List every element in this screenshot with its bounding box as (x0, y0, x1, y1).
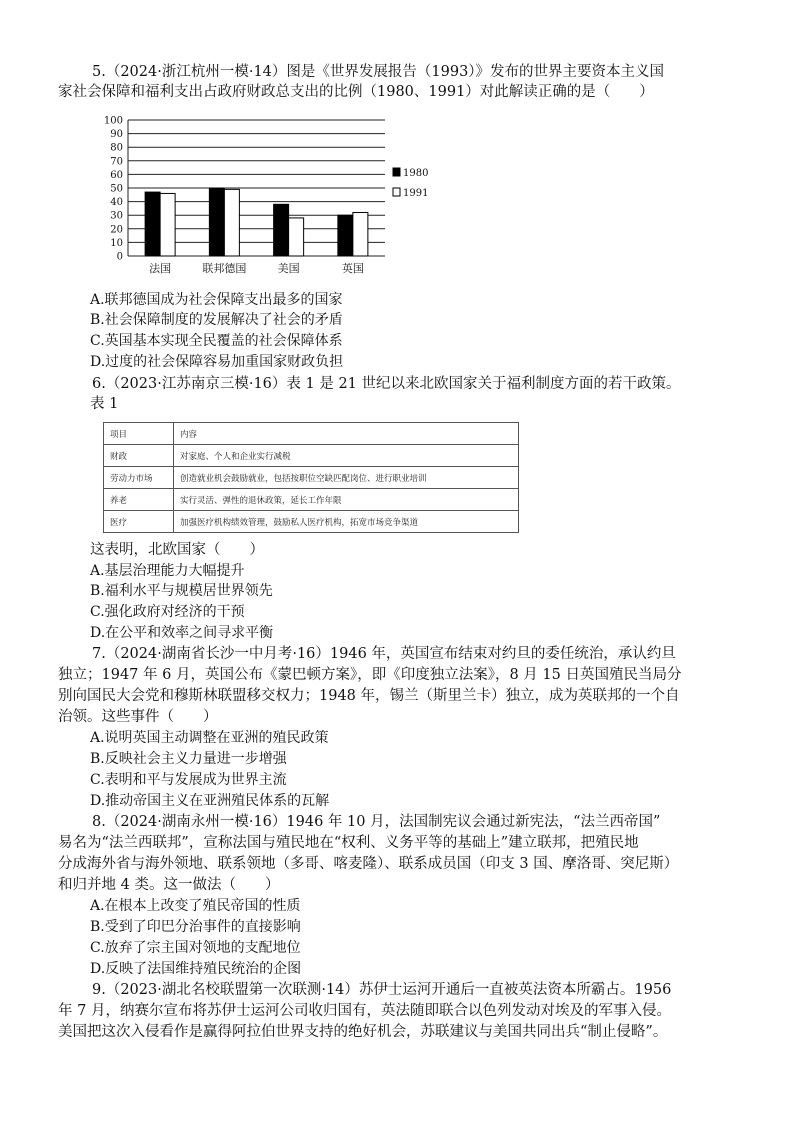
legend-swatch-1980 (393, 168, 400, 176)
q9-line3: 美国把这次入侵看作是赢得阿拉伯世界支持的绝好机会，苏联建议与美国共同出兵“制止侵略”。 (58, 1024, 668, 1040)
bar-1991-3 (353, 212, 368, 256)
q5-stem-line1: 5.（2024·浙江杭州一模·14）图是《世界发展报告（1993）》发布的世界主要资本主义国 (92, 64, 665, 80)
table-row (104, 511, 519, 533)
y-tick-label: 0 (116, 251, 123, 263)
q8-line1: 8.（2024·湖南永州一模·16）1946 年 10 月，法国制宪议会通过新宪法，“法兰西帝国” (92, 814, 661, 830)
q8-line4: 和归并地 4 类。这一做法（ ） (58, 877, 280, 893)
table-header-row (104, 423, 519, 445)
q8-option-c: C.放弃了宗主国对领地的支配地位 (90, 940, 301, 956)
table-cell: 财政 (104, 445, 174, 467)
q7-line1: 7.（2024·湖南省长沙一中月考·16）1946 年，英国宣布结束对约旦的委任统治，承认约旦 (92, 646, 676, 662)
table-cell: 劳动力市场 (104, 467, 174, 489)
q8-option-a: A.在根本上改变了殖民帝国的性质 (90, 898, 301, 914)
q7-line2: 独立；1947 年 6 月，英国公布《蒙巴顿方案》，即《印度独立法案》，8 月 15 日英国殖民当局分 (58, 667, 682, 683)
q5-bar-chart (100, 110, 440, 282)
y-tick-label: 80 (110, 142, 123, 154)
bar-1980-3 (338, 215, 353, 256)
q6-conclusion: 这表明，北欧国家（ ） (90, 542, 264, 558)
q5-option-b: B.社会保障制度的发展解决了社会的矛盾 (90, 312, 343, 328)
y-tick-label: 60 (110, 169, 123, 181)
q5-option-a: A.联邦德国成为社会保障支出最多的国家 (90, 292, 343, 308)
q8-line3: 分成海外省与海外领地、联系领地（多哥、喀麦隆）、联系成员国（印支 3 国、摩洛哥、突尼斯） (58, 856, 679, 872)
legend-label: 1980 (403, 168, 429, 179)
q6-option-a: A.基层治理能力大幅提升 (90, 563, 245, 579)
q5-stem-line2: 家社会保障和福利支出占政府财政总支出的比例（1980、1991）对此解读正确的是（ ） (58, 84, 654, 100)
bar-1991-1 (224, 189, 239, 256)
bar-1980-1 (209, 188, 224, 256)
table-row (104, 467, 519, 489)
table-cell: 对家庭、个人和企业实行减税 (174, 445, 519, 467)
y-tick-label: 70 (110, 156, 123, 168)
q7-line4: 治领。这些事件（ ） (58, 709, 218, 725)
q9-line2: 年 7 月，纳赛尔宣布将苏伊士运河公司收归国有，英法随即联合以色列发动对埃及的军事入侵。 (58, 1003, 671, 1019)
x-tick-label: 英国 (341, 262, 364, 275)
legend-label: 1991 (403, 188, 429, 199)
table-cell: 医疗 (104, 511, 174, 533)
y-tick-label: 30 (110, 210, 123, 222)
y-tick-label: 100 (103, 115, 123, 127)
q9-line1: 9.（2023·湖北名校联盟第一次联测·14）苏伊士运河开通后一直被英法资本所霸占。1956 (92, 982, 672, 998)
q6-option-c: C.强化政府对经济的干预 (90, 604, 245, 620)
q7-line3: 别向国民大会党和穆斯林联盟移交权力；1948 年，锡兰（斯里兰卡）独立，成为英联邦的一个自 (58, 688, 680, 704)
table-row (104, 489, 519, 511)
q6-option-d: D.在公平和效率之间寻求平衡 (90, 625, 274, 641)
bar-1991-0 (160, 193, 175, 256)
y-tick-label: 90 (110, 129, 123, 141)
table-header-cell: 内容 (174, 423, 519, 445)
bar-1991-2 (289, 218, 304, 256)
x-tick-label: 美国 (277, 262, 300, 275)
q6-policy-table (103, 422, 519, 533)
x-tick-label: 联邦德国 (202, 262, 247, 275)
bar-1980-2 (274, 204, 289, 256)
table-cell: 养老 (104, 489, 174, 511)
q6-stem: 6.（2023·江苏南京三模·16）表 1 是 21 世纪以来北欧国家关于福利制度方面的若干政策。 (92, 376, 681, 392)
table-cell: 加强医疗机构绩效管理，鼓励私人医疗机构，拓宽市场竞争渠道 (174, 511, 519, 533)
q7-option-d: D.推动帝国主义在亚洲殖民体系的瓦解 (90, 793, 330, 809)
y-tick-label: 10 (110, 237, 123, 249)
y-tick-label: 20 (110, 224, 123, 236)
y-tick-label: 40 (110, 197, 123, 209)
q7-option-b: B.反映社会主义力量进一步增强 (90, 751, 287, 767)
q8-line2: 易名为“法兰西联邦”，宣称法国与殖民地在“权利、义务平等的基础上”建立联邦，把殖民地 (58, 835, 639, 851)
q8-option-b: B.受到了印巴分治事件的直接影响 (90, 919, 301, 935)
table-cell: 实行灵活、弹性的退休政策，延长工作年限 (174, 489, 519, 511)
table-cell: 创造就业机会鼓励就业，包括按职位空缺匹配岗位、进行职业培训 (174, 467, 519, 489)
y-tick-label: 50 (110, 183, 123, 195)
q5-option-d: D.过度的社会保障容易加重国家财政负担 (90, 354, 344, 370)
q7-option-a: A.说明英国主动调整在亚洲的殖民政策 (90, 730, 329, 746)
bar-1980-0 (145, 192, 160, 256)
table-header-cell: 项目 (104, 423, 174, 445)
q8-option-d: D.反映了法国维持殖民统治的企图 (90, 961, 302, 977)
q7-option-c: C.表明和平与发展成为世界主流 (90, 772, 287, 788)
table-row (104, 445, 519, 467)
legend-swatch-1991 (393, 188, 400, 196)
x-tick-label: 法国 (149, 262, 172, 275)
q5-option-c: C.英国基本实现全民覆盖的社会保障体系 (90, 333, 343, 349)
q6-option-b: B.福利水平与规模居世界领先 (90, 583, 273, 599)
q6-table-caption: 表 1 (90, 396, 119, 412)
